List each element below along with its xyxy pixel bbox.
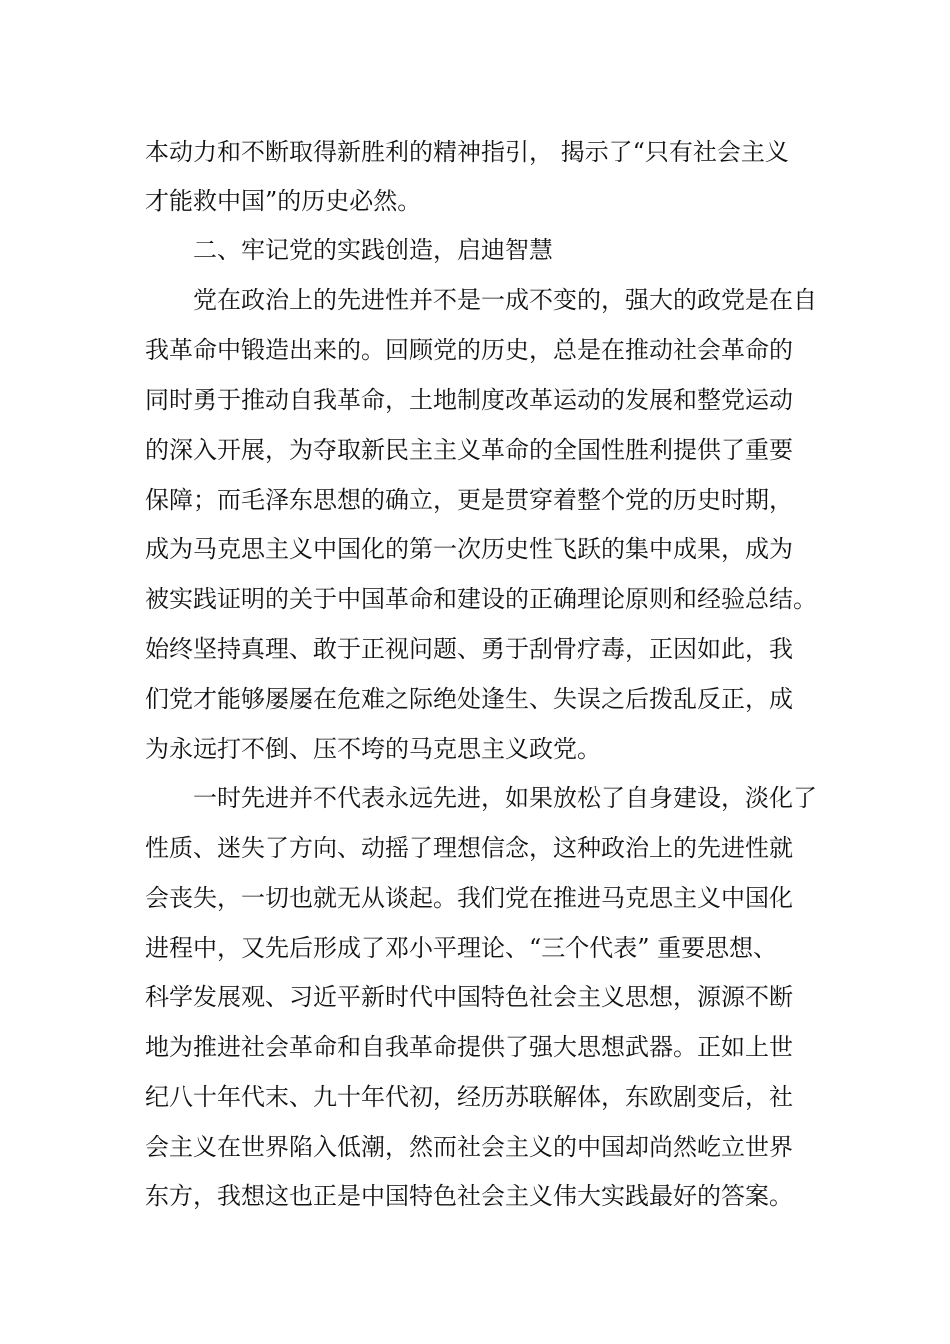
text-line: 进程中，又先后形成了邓小平理论、“三个代表” 重要思想、 xyxy=(145,934,778,962)
text-line: 东方，我想这也正是中国特色社会主义伟大实践最好的答案。 xyxy=(145,1182,793,1210)
text-line: 科学发展观、习近平新时代中国特色社会主义思想，源源不断 xyxy=(145,983,793,1011)
text-line: 保障；而毛泽东思想的确立，更是贯穿着整个党的历史时期， xyxy=(145,486,793,514)
text-line: 纪八十年代末、九十年代初，经历苏联解体，东欧剧变后，社 xyxy=(145,1083,793,1111)
text-line: 被实践证明的关于中国革命和建设的正确理论原则和经验总结。 xyxy=(145,585,817,613)
text-line: 会主义在世界陷入低潮，然而社会主义的中国却尚然屹立世界 xyxy=(145,1133,793,1161)
section-heading: 二、牢记党的实践创造，启迪智慧 xyxy=(193,236,553,264)
text-line: 为永远打不倒、压不垮的马克思主义政党。 xyxy=(145,735,601,763)
text-line: 同时勇于推动自我革命，土地制度改革运动的发展和整党运动 xyxy=(145,386,793,414)
text-line: 本动力和不断取得新胜利的精神指引， 揭示了“只有社会主义 xyxy=(145,138,789,166)
text-line: 们党才能够屡屡在危难之际绝处逢生、失误之后拨乱反正，成 xyxy=(145,685,793,713)
text-line: 一时先进并不代表永远先进，如果放松了自身建设，淡化了 xyxy=(193,784,817,812)
text-line: 成为马克思主义中国化的第一次历史性飞跃的集中成果，成为 xyxy=(145,535,793,563)
text-line: 的深入开展，为夺取新民主主义革命的全国性胜利提供了重要 xyxy=(145,436,793,464)
text-line: 始终坚持真理、敢于正视问题、勇于刮骨疗毒，正因如此，我 xyxy=(145,635,793,663)
text-line: 性质、迷失了方向、动摇了理想信念，这种政治上的先进性就 xyxy=(145,834,793,862)
text-line: 会丧失，一切也就无从谈起。我们党在推进马克思主义中国化 xyxy=(145,884,793,912)
text-line: 才能救中国”的历史必然。 xyxy=(145,187,422,215)
text-line: 我革命中锻造出来的。回顾党的历史，总是在推动社会革命的 xyxy=(145,336,793,364)
text-line: 党在政治上的先进性并不是一成不变的，强大的政党是在自 xyxy=(193,286,817,314)
text-line: 地为推进社会革命和自我革命提供了强大思想武器。正如上世 xyxy=(145,1033,793,1061)
